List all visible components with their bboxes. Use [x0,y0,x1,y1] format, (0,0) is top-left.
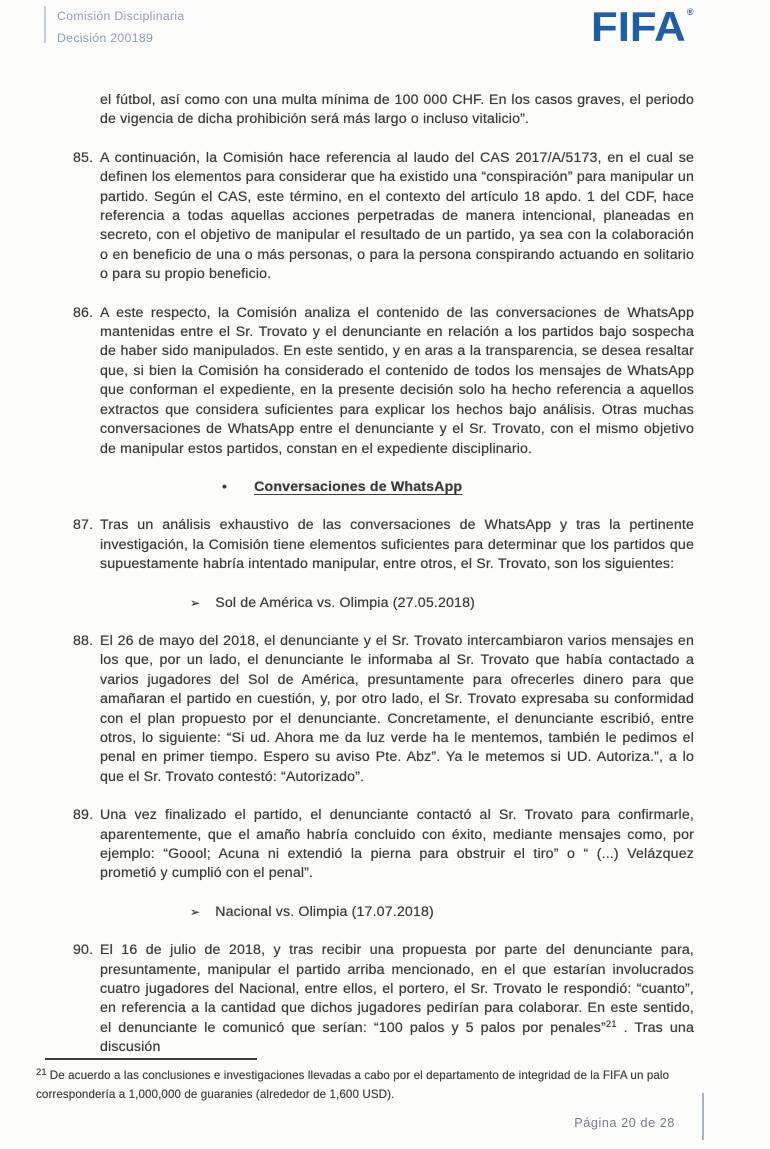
paragraph-89 [73,806,694,884]
footnote-reference-21: 21 [605,1018,617,1030]
footnote-21-text: De acuerdo a las conclusiones e investigaciones llevadas a cabo por el departamento de integridad de la FIFA un palo correspondería a 1,000,000 de guaranies (alrededor de 1,600 USD). [36,1069,670,1101]
section-heading-whatsapp [73,478,694,497]
match-item-sol-de-america [73,594,694,613]
paragraph-continuation: el fútbol, así como con una multa mínima de 100 000 CHF. En los casos graves, el periodo de vigencia de dicha prohibición será más largo o incluso vitalicio”. [100,92,694,128]
paragraph-90-text-main: El 16 de julio de 2018, y tras recibir una propuesta por parte del denunciante para, presuntamente, manipular el partido arriba mencionado, en el que estarían involucrados cuatro jugadores del Nacional, entre ellos, el portero, el Sr. Trovato le respondió: “cuanto”, en referencia a la cantidad que dichos jugadores pedirían para colaborar. En este sentido, el denunciante le comunicó que serían: “100 palos y 5 palos por penales” [100,942,694,1036]
header-committee-label: Comisión Disciplinaria [57,9,185,23]
paragraph-87 [73,516,694,574]
match-item-nacional [73,903,694,922]
paragraph-89-text: Una vez finalizado el partido, el denunciante contactó al Sr. Trovato para confirmarle, aparentemente, que el amaño habría concluido con éxito, mediante mensajes como, por ejemplo: “Goool; Acuna ni extendió la pierna para obstruir el tiro” o “ (...) Velázquez prometió y cumplió con el penal”. [100,807,694,882]
arrow-bullet-icon: ➢ [190,904,201,919]
paragraph-85-text: A continuación, la Comisión hace referencia al laudo del CAS 2017/A/5173, en el cual se definen los elementos para considerar que ha existido una “conspiración” para manipular un partido. Según el CAS, este término, en el contexto del artículo 18 apdo. 1 del CDF, hace referencia a todas aquellas acciones perpetradas de manera intencional, planeadas en secreto, con el objetivo de manipular el resultado de un partido, ya sea con la colaboración o en beneficio de una o más personas, o para la persona conspirando actuando en solitario o para su propio beneficio. [100,149,694,283]
paragraph-90-text [100,941,694,1057]
paragraph-88 [73,632,694,787]
match-item-label: Nacional vs. Olimpia (17.07.2018) [215,903,434,920]
section-heading-label: Conversaciones de WhatsApp [254,478,463,495]
paragraph-89-number: 89. [73,807,94,824]
page-number: Página 20 de 28 [574,1116,675,1130]
registered-trademark-icon: ® [687,7,694,17]
paragraph-85 [73,149,694,285]
paragraph-90-number: 90. [73,942,94,959]
header-decision-number: Decisión 200189 [57,31,154,45]
paragraph-86-number: 86. [73,304,94,321]
paragraph-87-number: 87. [73,517,94,534]
match-item-label: Sol de América vs. Olimpia (27.05.2018) [215,594,475,611]
footnote-21-number: 21 [36,1067,47,1078]
footer-divider-line [702,1093,704,1140]
paragraph-86-text: A este respecto, la Comisión analiza el contenido de las conversaciones de WhatsApp mantenidas entre el Sr. Trovato y el denunciante en relación a los partidos bajo sospecha de haber sido manipulados. En este sentido, y en aras a la transparencia, se desea resaltar que, si bien la Comisión ha considerado el contenido de todos los mensajes de WhatsApp que conforman el expediente, en la presente decisión solo ha hecho referencia a aquellos extractos que considera suficientes para explicar los hechos bajo análisis. Otras muchas conversaciones de WhatsApp entre el denunciante y el Sr. Trovato, con el mismo objetivo de manipular estos partidos, constan en el expediente disciplinario. [100,304,694,457]
paragraph-88-text: El 26 de mayo del 2018, el denunciante y el Sr. Trovato intercambiaron varios mensajes en los que, por un lado, el denunciante le informaba al Sr. Trovato que había contactado a varios jugadores del Sol de América, presuntamente para ofrecerles dinero para que amañaran el partido en cuestión, y, por otro lado, el Sr. Trovato expresaba su conformidad con el plan propuesto por el denunciante. Concretamente, el denunciante escribió, entre otros, lo siguiente: “Si ud. Ahora me da luz verde ha le mentemos, también le pedimos el penal en primer tiempo. Espero su aviso Pte. Abz”. Ya le metemos si UD. Autoriza.”, a lo que el Sr. Trovato contestó: “Autorizado”. [100,632,694,785]
paragraph-87-text: Tras un análisis exhaustivo de las conversaciones de WhatsApp y tras la pertinente investigación, la Comisión tiene elementos suficientes para determinar que los partidos que supuestamente habría intentado manipular, entre otros, el Sr. Trovato, son los siguientes: [100,517,694,573]
paragraph-90 [73,941,694,1057]
paragraph-88-number: 88. [73,632,94,649]
footnote-separator-line [45,1058,257,1060]
paragraph-86 [73,304,694,459]
paragraph-90-text-tail: . Tras una discusión [100,1019,694,1056]
fifa-logo-text: FIFA [591,3,687,50]
paragraph-85-number: 85. [73,149,94,166]
arrow-bullet-icon: ➢ [190,595,201,610]
footnote-21 [36,1066,708,1104]
bullet-icon: • [222,478,228,495]
